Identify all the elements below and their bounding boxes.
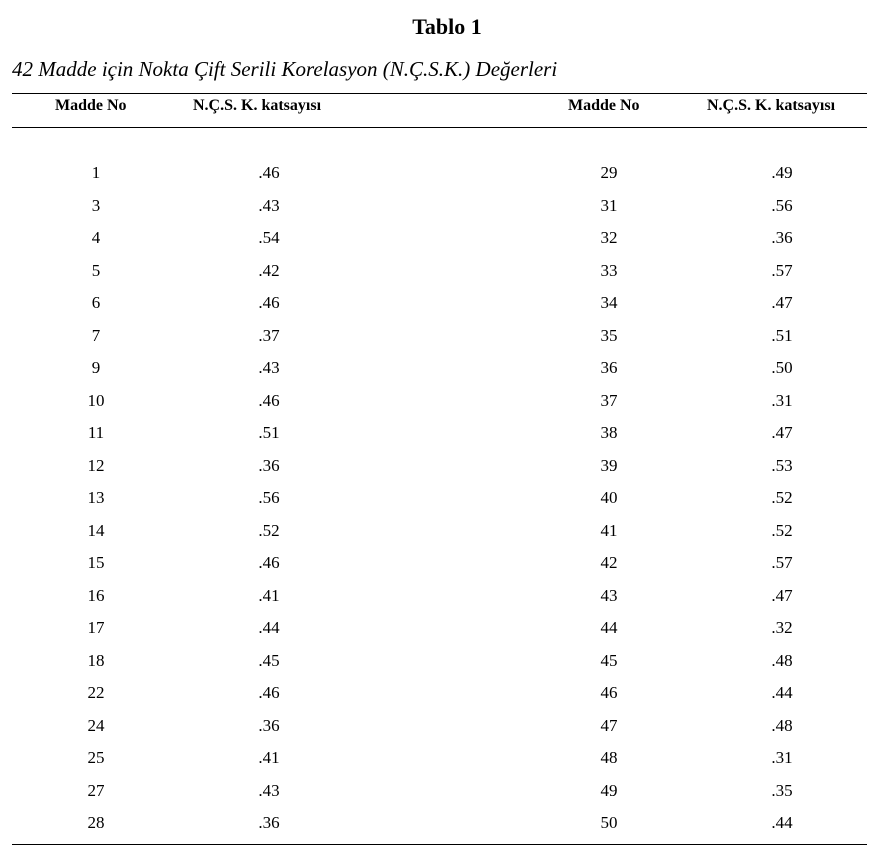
table-body — [0, 157, 894, 840]
item-number-right: 42 — [600, 553, 618, 572]
coefficient-right: .56 — [771, 195, 793, 215]
coefficient-right: .36 — [771, 228, 793, 247]
table-row — [0, 417, 894, 450]
coefficient-left: .46 — [258, 163, 280, 182]
coefficient-left: .42 — [258, 260, 280, 280]
coefficient-right: .48 — [771, 715, 793, 735]
header-coefficient-right: N.Ç.S. K. katsayısı — [707, 97, 836, 114]
item-number-right: 49 — [600, 780, 618, 800]
coefficient-right: .47 — [771, 585, 793, 605]
table-row — [0, 612, 894, 645]
coefficient-left: .46 — [258, 293, 280, 312]
item-number-left: 7 — [91, 325, 101, 345]
item-number-right: 35 — [600, 325, 618, 345]
item-number-right: 41 — [600, 520, 618, 540]
coefficient-right: .52 — [771, 520, 793, 540]
item-number-right: 45 — [600, 650, 618, 670]
coefficient-right: .52 — [771, 488, 793, 507]
item-number-left: 1 — [91, 163, 101, 182]
item-number-right: 44 — [600, 618, 618, 637]
table-row — [0, 710, 894, 743]
item-number-left: 4 — [91, 228, 101, 247]
table-row — [0, 482, 894, 515]
item-number-left: 6 — [91, 293, 101, 312]
coefficient-right: .47 — [771, 293, 793, 312]
coefficient-right: .51 — [771, 325, 793, 345]
header-madde-no-right: Madde No — [568, 97, 640, 114]
table-title: Tablo 1 — [412, 14, 482, 39]
item-number-right: 32 — [600, 228, 618, 247]
item-number-left: 28 — [87, 813, 105, 832]
item-number-left: 13 — [87, 488, 105, 507]
coefficient-right: .53 — [771, 455, 793, 475]
item-number-left: 5 — [91, 260, 101, 280]
coefficient-right: .31 — [771, 390, 793, 410]
item-number-right: 34 — [600, 293, 618, 312]
item-number-left: 12 — [87, 455, 105, 475]
table-row — [0, 255, 894, 288]
table-row — [0, 385, 894, 418]
item-number-right: 31 — [600, 195, 618, 215]
item-number-right: 36 — [600, 358, 618, 377]
item-number-right: 37 — [600, 390, 618, 410]
coefficient-right: .50 — [771, 358, 793, 377]
item-number-left: 27 — [87, 780, 105, 800]
table-subtitle: 42 Madde için Nokta Çift Serili Korelasyon (N.Ç.S.K.) Değerleri — [12, 57, 558, 81]
item-number-right: 50 — [600, 813, 618, 832]
table-row — [0, 352, 894, 385]
top-rule — [12, 93, 867, 94]
item-number-left: 14 — [87, 520, 105, 540]
coefficient-left: .46 — [258, 683, 280, 702]
header-rule — [12, 127, 867, 128]
item-number-right: 38 — [600, 423, 618, 442]
table-row — [0, 515, 894, 548]
coefficient-right: .44 — [771, 813, 793, 832]
coefficient-right: .47 — [771, 423, 793, 442]
table-row — [0, 157, 894, 190]
item-number-left: 9 — [91, 358, 101, 377]
coefficient-left: .51 — [258, 423, 280, 442]
coefficient-right: .57 — [771, 553, 793, 572]
table-row — [0, 775, 894, 808]
coefficient-right: .32 — [771, 618, 793, 637]
table-row — [0, 190, 894, 223]
coefficient-left: .43 — [258, 195, 280, 215]
coefficient-left: .52 — [258, 520, 280, 540]
item-number-left: 22 — [87, 683, 105, 702]
table-row — [0, 287, 894, 320]
table-row — [0, 547, 894, 580]
item-number-right: 29 — [600, 163, 618, 182]
item-number-right: 46 — [600, 683, 618, 702]
item-number-right: 39 — [600, 455, 618, 475]
coefficient-left: .41 — [258, 585, 280, 605]
coefficient-left: .44 — [258, 618, 280, 637]
coefficient-right: .48 — [771, 650, 793, 670]
coefficient-right: .31 — [771, 748, 793, 767]
item-number-right: 43 — [600, 585, 618, 605]
coefficient-right: .57 — [771, 260, 793, 280]
table-row — [0, 645, 894, 678]
coefficient-left: .46 — [258, 553, 280, 572]
item-number-left: 24 — [87, 715, 105, 735]
coefficient-left: .45 — [258, 650, 280, 670]
table-row — [0, 450, 894, 483]
coefficient-left: .56 — [258, 488, 280, 507]
table-row — [0, 807, 894, 840]
item-number-left: 15 — [87, 553, 105, 572]
item-number-left: 16 — [87, 585, 105, 605]
item-number-right: 40 — [600, 488, 618, 507]
item-number-left: 18 — [87, 650, 105, 670]
item-number-left: 3 — [91, 195, 101, 215]
item-number-left: 10 — [87, 390, 105, 410]
header-coefficient-left: N.Ç.S. K. katsayısı — [193, 97, 322, 114]
item-number-left: 25 — [87, 748, 105, 767]
coefficient-left: .43 — [258, 358, 280, 377]
coefficient-left: .37 — [258, 325, 280, 345]
coefficient-left: .43 — [258, 780, 280, 800]
item-number-left: 11 — [87, 423, 105, 442]
table-row — [0, 742, 894, 775]
coefficient-right: .44 — [771, 683, 793, 702]
table-row — [0, 320, 894, 353]
table-row — [0, 677, 894, 710]
coefficient-right: .35 — [771, 780, 793, 800]
coefficient-left: .41 — [258, 748, 280, 767]
coefficient-left: .36 — [258, 715, 280, 735]
item-number-left: 17 — [87, 618, 105, 637]
table-row — [0, 222, 894, 255]
table-row — [0, 580, 894, 613]
header-madde-no-left: Madde No — [55, 97, 127, 114]
coefficient-right: .49 — [771, 163, 793, 182]
coefficient-left: .54 — [258, 228, 280, 247]
coefficient-left: .36 — [258, 455, 280, 475]
item-number-right: 48 — [600, 748, 618, 767]
bottom-rule — [12, 844, 867, 845]
coefficient-left: .46 — [258, 390, 280, 410]
item-number-right: 33 — [600, 260, 618, 280]
item-number-right: 47 — [600, 715, 618, 735]
coefficient-left: .36 — [258, 813, 280, 832]
